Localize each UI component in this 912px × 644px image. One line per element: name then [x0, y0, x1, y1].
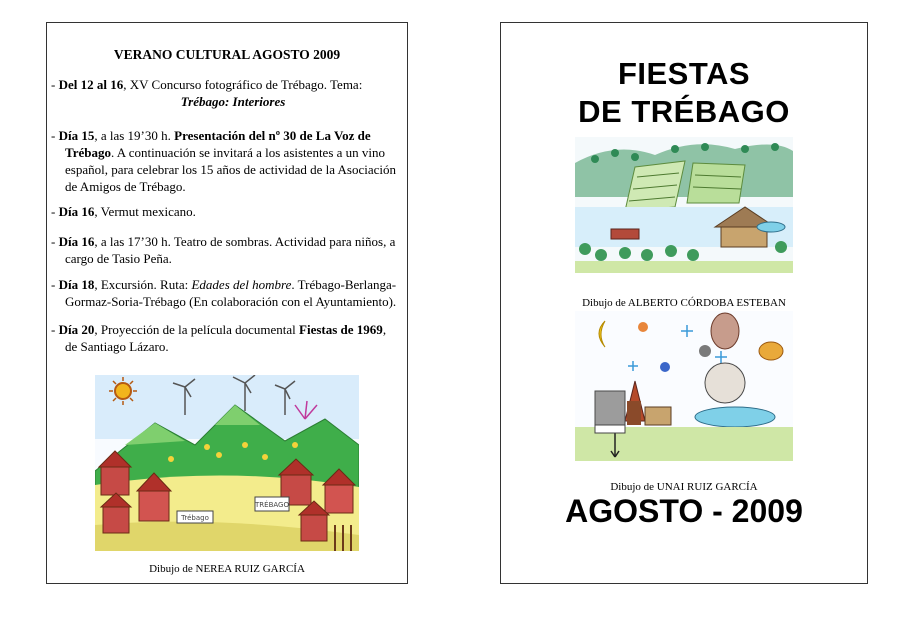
left-page	[46, 22, 408, 584]
drawing-caption-alberto: Dibujo de ALBERTO CÓRDOBA ESTEBAN	[582, 297, 786, 309]
item-date: Día 20	[58, 322, 95, 337]
program-item-4	[51, 233, 401, 267]
program-item-3	[51, 203, 401, 220]
program-item-1	[51, 76, 401, 110]
item-route: Edades del hombre	[191, 277, 292, 292]
sign-text-2: TRÉBAGO	[255, 501, 289, 509]
item-prefix: -	[51, 204, 59, 219]
item-prefix: -	[51, 77, 59, 92]
item-highlight: Presentación del nº 30 de La Voz de Trébago	[65, 128, 371, 160]
item-subtitle: Trébago: Interiores	[180, 94, 286, 109]
cover-title-line2: DE TRÉBAGO	[578, 94, 790, 129]
drawing-caption-nerea: Dibujo de NEREA RUIZ GARCÍA	[149, 563, 305, 575]
item-highlight: Fiestas de 1969	[299, 322, 383, 337]
space-drawing	[575, 311, 793, 461]
item-prefix: -	[51, 277, 59, 292]
item-date: Día 16	[58, 204, 95, 219]
program-item-5	[51, 276, 401, 310]
item-text: , XV Concurso fotográfico de Trébago. Tema:	[123, 77, 363, 92]
item-prefix: -	[51, 322, 59, 337]
item-text: , de Santiago Lázaro.	[65, 322, 387, 354]
item-text: . A continuación se invitará a los asistentes a un vino español, para celebrar los 15 años de actividad de la Asociación de Amigos de Trébago.	[65, 145, 397, 194]
item-prefix: -	[51, 128, 59, 143]
cover-title-line1: FIESTAS	[617, 56, 751, 91]
drawing-caption-unai: Dibujo de UNAI RUIZ GARCÍA	[610, 481, 758, 493]
item-date: Del 12 al 16	[58, 77, 124, 92]
item-text: , Proyección de la película documental	[94, 322, 300, 337]
item-text: , Vermut mexicano.	[94, 204, 196, 219]
program-item-6	[51, 321, 401, 355]
fields-drawing	[575, 137, 793, 273]
right-page	[500, 22, 868, 584]
item-text: , a las 19’30 h.	[94, 128, 175, 143]
program-title: VERANO CULTURAL AGOSTO 2009	[113, 47, 341, 62]
item-date: Día 16	[58, 234, 95, 249]
item-date: Día 18	[58, 277, 95, 292]
item-text: , Excursión. Ruta:	[94, 277, 192, 292]
item-prefix: -	[51, 234, 59, 249]
item-text: . Trébago-Berlanga-Gormaz-Soria-Trébago (En colaboración con el Ayuntamiento).	[65, 277, 397, 309]
cover-date: AGOSTO - 2009	[565, 493, 803, 529]
program-item-2	[51, 127, 401, 195]
village-drawing	[95, 375, 359, 551]
sign-text-1: Trébago	[181, 514, 209, 522]
item-text: , a las 17’30 h. Teatro de sombras. Actividad para niños, a cargo de Tasio Peña.	[65, 234, 396, 266]
item-date: Día 15	[58, 128, 95, 143]
